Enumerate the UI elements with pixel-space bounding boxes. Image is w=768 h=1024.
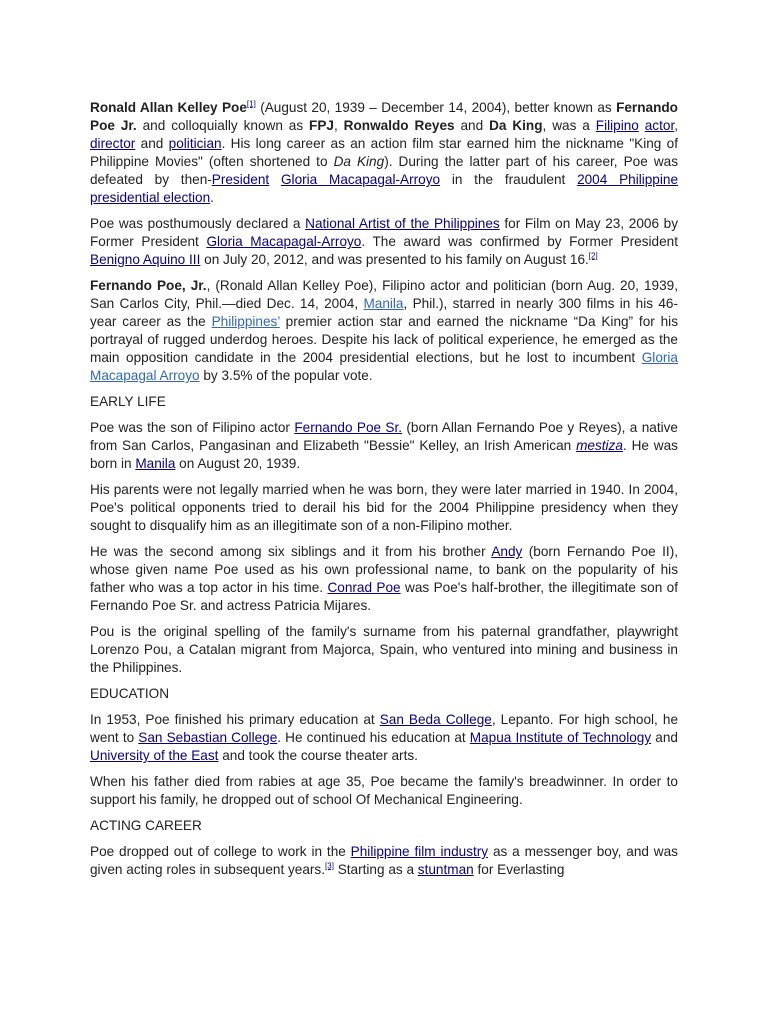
text: for Everlasting [473, 862, 565, 877]
bold-name: Fernando Poe Jr. [90, 100, 678, 133]
text: as a messenger boy, and was given acting roles in subsequent years. [90, 844, 678, 877]
text: Poe dropped out of college to work in the [90, 844, 351, 859]
intro-paragraph [90, 99, 678, 207]
italic-text: mestiza [576, 438, 623, 453]
early-life-paragraph-2: His parents were not legally married when he was born, they were later married in 1940. In 2004, Poe's political opponents tried to derail his bid for the 2004 Philippine presidency when they sought to disqualify him as an illegitimate son of a non-Filipino mother. [90, 482, 678, 533]
bold-name: Ronwaldo Reyes [343, 118, 455, 133]
text: on August 20, 1939. [175, 456, 301, 471]
text: Starting as a [333, 862, 418, 877]
text: . He continued his education at [277, 730, 470, 745]
bold-name: Ronald Allan Kelley Poe [90, 100, 247, 115]
text: . His long career as an action film star earned him the nickname "King of Philippine Movies" (often shortened to [90, 136, 679, 169]
text: , Lepanto. For high school, he went to [90, 712, 678, 745]
heading-education: EDUCATION [90, 686, 170, 701]
acting-paragraph-1 [90, 843, 678, 879]
link-mestiza[interactable] [576, 438, 623, 453]
link-mapua[interactable]: Mapua Institute of Technology [469, 730, 652, 745]
text: Poe was posthumously declared a [90, 216, 306, 231]
bold-name: Fernando Poe, Jr. [90, 278, 207, 293]
link-philippines[interactable]: Philippines’ [211, 314, 280, 329]
ref-link-3[interactable]: [3] [325, 861, 334, 871]
text: and [135, 136, 169, 151]
text: in the fraudulent [440, 172, 578, 187]
reference-3 [325, 861, 334, 870]
ref-link-1[interactable]: [1] [246, 99, 256, 109]
text: and colloquially known as [136, 118, 310, 133]
bold-name: FPJ [309, 118, 334, 133]
text: and took the course theater arts. [218, 748, 418, 763]
text: and [454, 118, 490, 133]
text: . The award was confirmed by Former President [361, 234, 678, 249]
text: by 3.5% of the popular vote. [199, 368, 373, 383]
summary-paragraph [90, 277, 678, 385]
text: , Phil.), starred in nearly 300 films in his 46-year career as the [90, 296, 678, 329]
text: and [651, 730, 678, 745]
bold-name: Da King [489, 118, 543, 133]
reference-1 [247, 99, 256, 108]
text: In 1953, Poe finished his primary education at [90, 712, 380, 727]
national-artist-paragraph [90, 215, 678, 269]
link-gloria-macapagal-arroyo-3[interactable]: Gloria Macapagal Arroyo [90, 350, 678, 383]
text: premier action star and earned the nickname “Da King” for his portrayal of rugged underdog heroes. Despite his lack of political experience, he emerged as the main opposition candidate in the 2004 presidential elections, but he lost to incumbent [90, 314, 678, 365]
reference-2 [589, 251, 598, 260]
link-san-sebastian-college[interactable]: San Sebastian College [138, 730, 278, 745]
heading-early-life: EARLY LIFE [90, 394, 166, 409]
link-national-artist[interactable]: National Artist of the Philippines [305, 216, 500, 231]
text: . [210, 190, 214, 205]
early-life-paragraph-4: Pou is the original spelling of the family's surname from his paternal grandfather, playwright Lorenzo Pou, a Catalan migrant from Majorca, Spain, who ventured into mining and business in the Philippines. [90, 624, 678, 675]
text: , [333, 118, 344, 133]
italic-text: Da King [333, 154, 385, 169]
link-andy[interactable]: Andy [491, 544, 523, 559]
text: (August 20, 1939 – December 14, 2004), better known as [255, 100, 617, 115]
link-actor[interactable]: actor [644, 118, 675, 133]
text: He was the second among six siblings and it from his brother [90, 544, 492, 559]
link-gloria-macapagal-arroyo[interactable]: Gloria Macapagal-Arroyo [280, 172, 441, 187]
link-benigno-aquino[interactable]: Benigno Aquino III [90, 252, 201, 267]
link-2004-election[interactable]: 2004 Philippine presidential election [90, 172, 679, 205]
text: (born Allan Fernando Poe y Reyes), a native from San Carlos, Pangasinan and Elizabeth "Bessie" Kelley, an Irish American [90, 420, 678, 453]
text: . He was born in [90, 438, 678, 471]
text: ). During the latter part of his career, Poe was defeated by then- [90, 154, 678, 187]
link-politician[interactable]: politician [168, 136, 222, 151]
text: Poe was the son of Filipino actor [90, 420, 295, 435]
link-director[interactable]: director [90, 136, 136, 151]
text: , was a [542, 118, 596, 133]
link-philippine-film-industry[interactable]: Philippine film industry [350, 844, 489, 859]
link-fernando-poe-sr[interactable]: Fernando Poe Sr. [294, 420, 403, 435]
document-page [90, 99, 678, 887]
text: , [674, 118, 679, 133]
ref-link-2[interactable]: [2] [588, 251, 598, 261]
text: on July 20, 2012, and was presented to his family on August 16. [200, 252, 589, 267]
text: , (Ronald Allan Kelley Poe), Filipino actor and politician (born Aug. 20, 1939, San Carlos City, Phil.—died Dec. 14, 2004, [90, 278, 678, 311]
education-paragraph-2: When his father died from rabies at age 35, Poe became the family's breadwinner. In order to support his family, he dropped out of school Of Mechanical Engineering. [90, 774, 678, 807]
link-president[interactable]: President [211, 172, 270, 187]
link-san-beda-college[interactable]: San Beda College [379, 712, 492, 727]
education-paragraph-1 [90, 711, 678, 765]
link-manila[interactable]: Manila [363, 296, 404, 311]
text: (born Fernando Poe II), whose given name Poe used as his own professional name, to bank on the popularity of his father who was a top actor in his time. [90, 544, 679, 595]
link-filipino[interactable]: Filipino [595, 118, 639, 133]
early-life-paragraph-3 [90, 543, 678, 615]
link-conrad-poe[interactable]: Conrad Poe [327, 580, 401, 595]
heading-acting-career: ACTING CAREER [90, 818, 202, 833]
link-university-of-the-east[interactable]: University of the East [90, 748, 219, 763]
text [269, 172, 281, 187]
early-life-paragraph-1 [90, 419, 678, 473]
link-manila-2[interactable]: Manila [135, 456, 176, 471]
text: for Film on May 23, 2006 by Former President [90, 216, 679, 249]
text: was Poe's half-brother, the illegitimate son of Fernando Poe Sr. and actress Patricia Mijares. [90, 580, 678, 613]
link-stuntman[interactable]: stuntman [417, 862, 474, 877]
link-gloria-macapagal-arroyo-2[interactable]: Gloria Macapagal-Arroyo [206, 234, 362, 249]
